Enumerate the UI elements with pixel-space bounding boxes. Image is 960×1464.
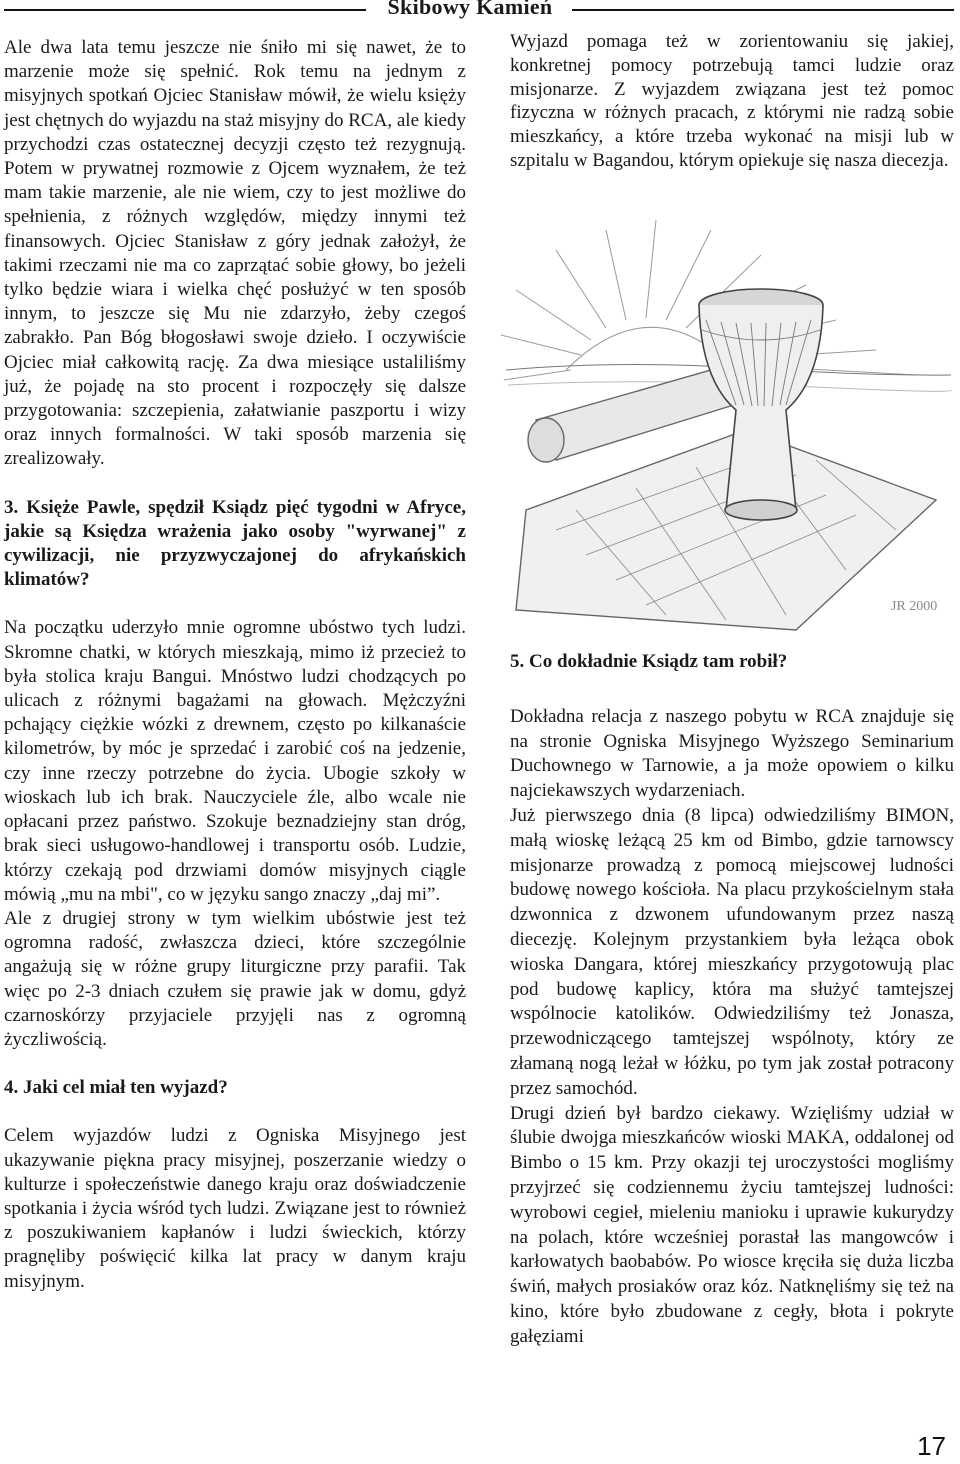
answer-4-paragraph: Celem wyjazdów ludzi z Ogniska Misyjnego jest ukazywanie piękna pracy misyjnej, poszerzanie wiedzy o kulturze i społeczeństwie danego kraju oraz doświadczenie spotkania i życia wśród tych ludzi. Związane jest to również z poszukiwaniem kapłanów i ludzi świeckich, którzy pragnęliby poświęcić kilka lat pracy w danym kraju misyjnym.	[4, 1125, 466, 1292]
svg-text:JR 2000: JR 2000	[891, 599, 938, 614]
question-3: 3. Księże Pawle, spędził Ksiądz pięć tygodni w Afryce, jakie są Księdza wrażenia jako osoby "wyrwanej" z cywilizacji, nie przyzwyczajonej do afrykańskich klimatów?	[4, 496, 466, 591]
answer-5-paragraph-1: Dokładna relacja z naszego pobytu w RCA znajduje się na stronie Ogniska Misyjnego Wyższego Seminarium Duchownego w Tarnowie, a ja może opowiem o kilku najciekawszych wydarzeniach.	[510, 705, 954, 802]
left-column	[4, 36, 466, 1294]
page-header	[0, 0, 960, 22]
magazine-title: Skibowy Kamień	[387, 0, 553, 19]
answer-3-paragraph-2: Ale z drugiej strony w tym wielkim ubóstwie jest też ogromna radość, zwłaszcza dzieci, które szczególnie angażują się w różne grupy liturgiczne przy parafii. Tak więc po 2-3 dniach czułem się prawie jak w domu, gdyż czarnoskórzy przyjaciele przyjęli nas z ogromną życzliwością.	[4, 907, 466, 1050]
answer-5-paragraph-3: Drugi dzień był bardzo ciekawy. Wzięliśmy udział w ślubie dwojga mieszkańców wioski MAKA, oddalonej od Bimbo o 15 km. Przy okazji tej uroczystości mogliśmy przyjrzeć się codziennemu życiu tamtejszej ludności: wyrobowi cegieł, mieleniu manioku i uprawie kukurydzy na polach, które wcześniej porastał las mangowców i karłowatych baobabów. Po wiosce kręciła się duża liczba świń, małych prosiaków oraz kóz. Natknęliśmy się też na kino, które było zbudowane z cegły, błota i pokryte gałęziami	[510, 1102, 954, 1347]
right-intro-paragraph: Wyjazd pomaga też w zorientowaniu się jakiej, konkretnej pomocy potrzebują tamci ludzie oraz misjonarze. Z wyjazdem związana jest też pomoc fizyczna w różnych pracach, z którymi nie radzą sobie mieszkańcy, a które trzeba wykonać na misji lub w szpitalu w Bagandou, którym opiekuje się nasza diecezja.	[510, 31, 954, 171]
header-rule-left	[4, 9, 366, 11]
right-column-top	[510, 30, 954, 173]
intro-paragraph: Ale dwa lata temu jeszcze nie śniło mi się nawet, że to marzenie może się spełnić. Rok temu na jednym z misyjnych spotkań Ojciec Stanisław mówił, że wielu księży jest chętnych do wyjazdu na staż misyjny do RCA, ale kiedy przychodzi czas ostatecznej decyzji często też rezygnują. Potem w prywatnej rozmowie z Ojcem wyznałem, że też mam takie marzenie, ale nie wiem, czy to jest możliwe do spełnienia, z różnych względów, między innymi też finansowych. Ojciec Stanisław z góry jednak założył, że takimi rzeczami nie ma co zaprzątać sobie głowy, bo jeżeli tylko będzie wiara i wielka chęć posłużyć w ten sposób innym, to jeszcze się Mu nie zdarzyło, żeby czegoś zabrakło. Pan Bóg błogosławi swoje dzieło. I oczywiście Ojciec miał całkowitą rację. Za dwa miesiące ustaliliśmy już, że pojadę na sto procent i rozpoczęły się dalsze przygotowania: szczepienia, załatwianie paszportu i wizy oraz innych formalności. W taki sposób marzenia się zrealizowały.	[4, 37, 466, 470]
question-5: 5. Co dokładnie Ksiądz tam robił?	[510, 651, 788, 672]
right-column-bottom	[510, 650, 954, 1350]
header-rule-right	[572, 9, 954, 11]
question-4: 4. Jaki cel miał ten wyjazd?	[4, 1077, 228, 1099]
answer-3-paragraph-1: Na początku uderzyło mnie ogromne ubóstwo tych ludzi. Skromne chatki, w których mieszkają, mimo iż przecież to była stolica kraju Bangui. Mnóstwo ludzi chodzących po ulicach z różnymi bagażami na głowach. Mężczyźni pchający ciężkie wózki z drewnem, często po kilkanaście kilometrów, by móc je sprzedać i zarobić coś na jedzenie, czy inne rzeczy potrzebne do życia. Ubogie szkoły w wioskach lub ich brak. Nauczyciele źle, albo wcale nie opłacani przez państwo. Szokuje beznadziejny stan dróg, brak sieci usługowo-handlowej i transportu osób. Ludzie, którzy czekają pod drzwiami domów misyjnych ciągle mówią „mu na mbi", co w języku sango znaczy „daj mi”.	[4, 617, 466, 905]
answer-5-paragraph-2: Już pierwszego dnia (8 lipca) odwiedziliśmy BIMON, małą wioskę leżącą 25 km od Bimbo, gdzie tarnowscy misjonarze prowadzą z pomocą miejscowej ludności budowę nowego kościoła. Na placu przykościelnym stała dzwonnica z dzwonem ufundowanym przez naszą diecezję. Kolejnym przystankiem była leżąca obok wioska Dangara, której mieszkańcy przygotowują plac pod budowę kaplicy, która ma służyć tamtejszej wspólnocie katolików. Odwiedziliśmy też Jonasza, przewodniczącego tamtejszej wspólnoty, który ze złamaną nogą leżał w łóżku, po tym jak został potracony przez samochód.	[510, 804, 954, 1099]
drum-sketch-illustration	[496, 210, 958, 638]
page-number: 17	[917, 1431, 946, 1461]
